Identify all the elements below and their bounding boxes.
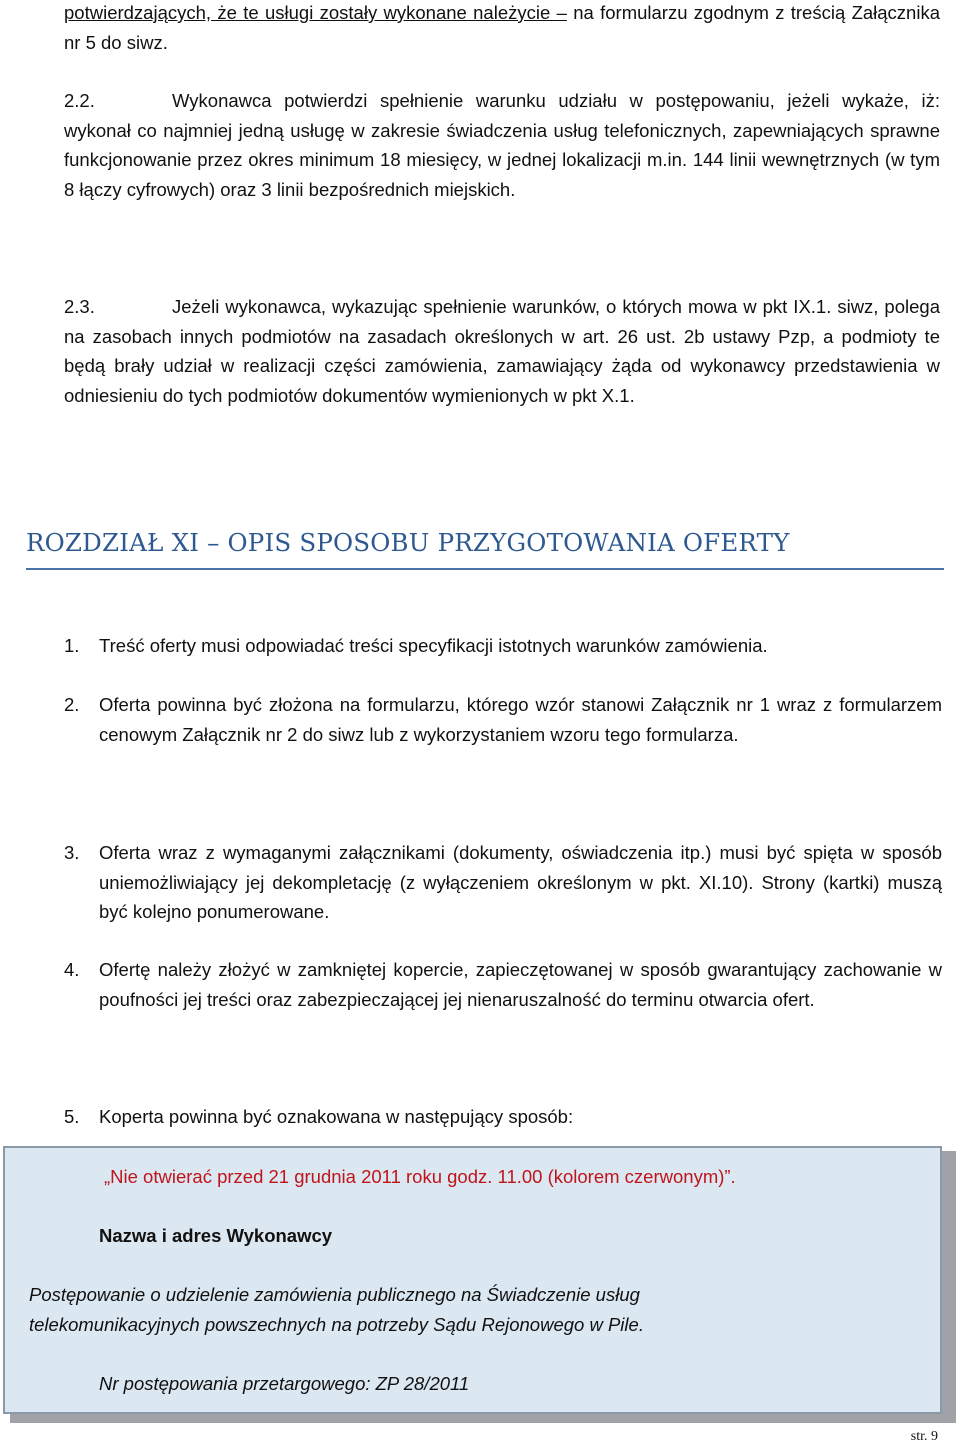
page-number: str. 9 bbox=[910, 1429, 938, 1444]
envelope-warning: „Nie otwierać przed 21 grudnia 2011 roku godz. 11.00 (kolorem czerwonym)”. bbox=[104, 1166, 736, 1187]
intro-underlined-text: potwierdzających, że te usługi zostały wykonane należycie bbox=[64, 2, 557, 23]
paragraph-2-3 bbox=[64, 292, 940, 410]
list-item-text: Treść oferty musi odpowiadać treści specyfikacji istotnych warunków zamówienia. bbox=[99, 635, 768, 656]
list-item-text: Oferta powinna być złożona na formularzu, którego wzór stanowi Załącznik nr 1 wraz z formularzem cenowym Załącznik nr 2 do siwz lub z wykorzystaniem wzoru tego formularza. bbox=[99, 694, 942, 745]
envelope-reference: Nr postępowania przetargowego: ZP 28/2011 bbox=[99, 1373, 470, 1394]
intro-rest-text: na formularzu zgodnym z treścią Załącznika nr 5 do siwz. bbox=[64, 2, 940, 53]
paragraph-2-2-text: Wykonawca potwierdzi spełnienie warunku udziału w postępowaniu, jeżeli wykaże, iż: wykonał co najmniej jedną usługę w zakresie świadczenia usług telefonicznych, zapewniających sprawne funkcjonowanie przez okres minimum 18 miesięcy, w jednej lokalizacji m.in. 144 linii wewnętrznych (w tym 8 łączy cyfrowych) oraz 3 linii bezpośrednich miejskich. bbox=[64, 90, 940, 200]
paragraph-2-2-number: 2.2. bbox=[64, 90, 95, 111]
envelope-label-box bbox=[3, 1146, 942, 1414]
paragraph-2-3-text: Jeżeli wykonawca, wykazując spełnienie warunków, o których mowa w pkt IX.1. siwz, polega na zasobach innych podmiotów na zasadach określonych w art. 26 ust. 2b ustawy Pzp, a podmioty te będą brały udział w realizacji części zamówienia, zamawiający żąda od wykonawcy przedstawienia w odniesieniu do tych podmiotów dokumentów wymienionych w pkt X.1. bbox=[64, 296, 940, 406]
list-item-number: 3. bbox=[64, 842, 80, 863]
list-item-number: 5. bbox=[64, 1106, 80, 1127]
paragraph-2-2 bbox=[64, 86, 940, 204]
intro-dash: – bbox=[556, 2, 567, 23]
list-item-number: 4. bbox=[64, 959, 80, 980]
list-item-text: Ofertę należy złożyć w zamkniętej kopercie, zapieczętowanej w sposób gwarantujący zachowanie w poufności jej treści oraz zabezpieczającej jej nienaruszalność do terminu otwarcia ofert. bbox=[99, 959, 942, 1010]
list-item-number: 2. bbox=[64, 694, 80, 715]
envelope-proceeding-line2: telekomunikacyjnych powszechnych na potrzeby Sądu Rejonowego w Pile. bbox=[29, 1314, 644, 1335]
list-item-number: 1. bbox=[64, 635, 80, 656]
envelope-proceeding-line1: Postępowanie o udzielenie zamówienia publicznego na Świadczenie usług bbox=[29, 1284, 640, 1305]
envelope-contractor: Nazwa i adres Wykonawcy bbox=[99, 1225, 333, 1246]
list-item bbox=[64, 955, 942, 1014]
list-item-text: Koperta powinna być oznakowana w następujący sposób: bbox=[99, 1106, 574, 1127]
intro-paragraph bbox=[64, 0, 940, 57]
chapter-heading: ROZDZIAŁ XI – OPIS SPOSOBU PRZYGOTOWANIA OFERTY bbox=[26, 528, 944, 570]
list-item bbox=[64, 631, 942, 661]
list-item bbox=[64, 690, 942, 749]
list-item-text: Oferta wraz z wymaganymi załącznikami (dokumenty, oświadczenia itp.) musi być spięta w sposób uniemożliwiający jej dekompletację (z wyłączeniem określonym w pkt. XI.10). Strony (kartki) muszą być kolejno ponumerowane. bbox=[99, 842, 942, 922]
list-item bbox=[64, 1102, 942, 1132]
list-item bbox=[64, 838, 942, 927]
paragraph-2-3-number: 2.3. bbox=[64, 296, 95, 317]
